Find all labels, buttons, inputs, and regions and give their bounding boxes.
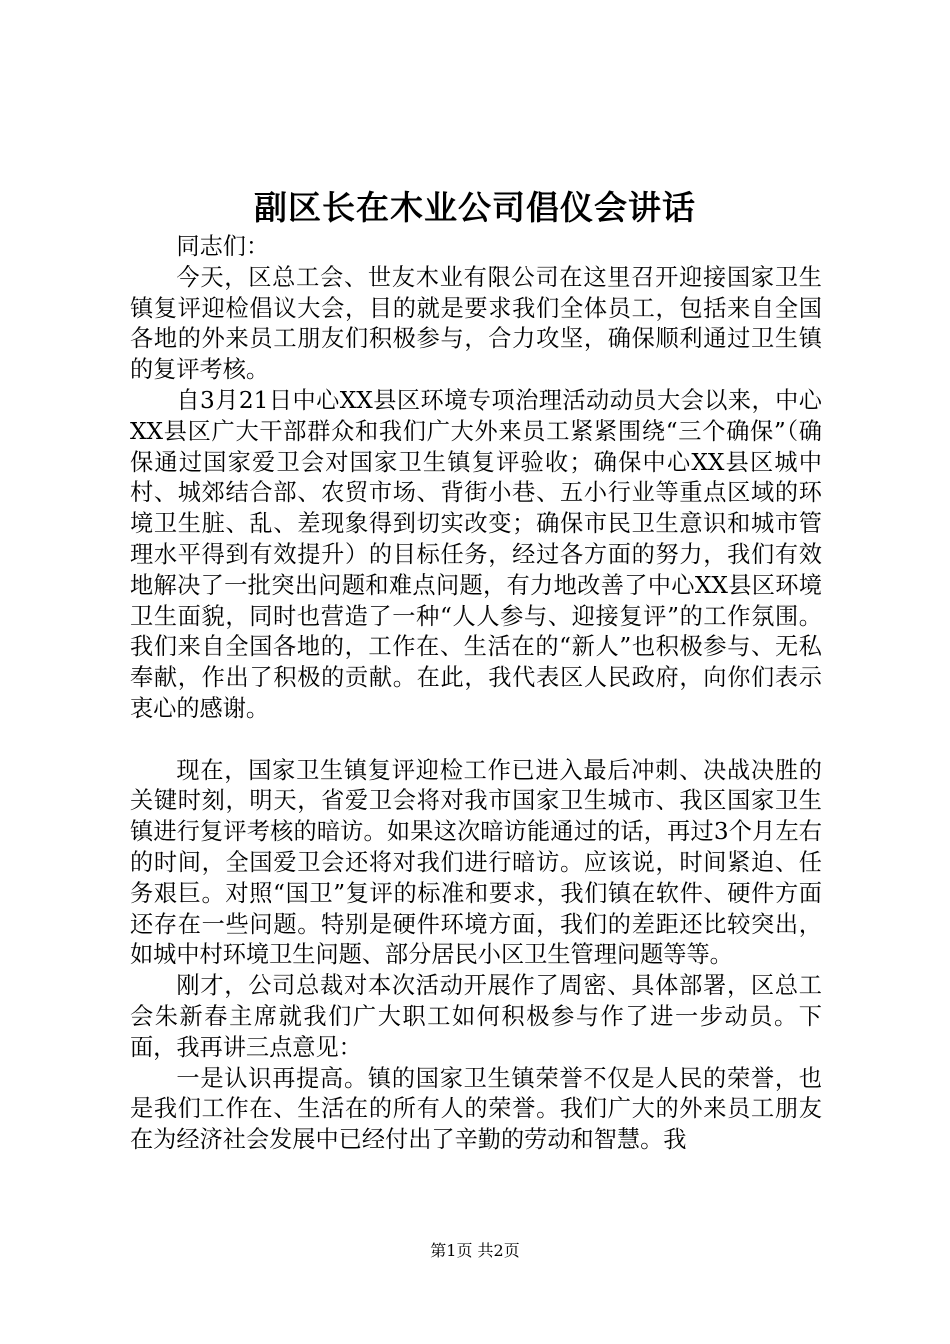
paragraph-3: 现在，国家卫生镇复评迎检工作已进入最后冲刺、决战决胜的关键时刻，明天，省爱卫会将对我市国家卫生城市、我区国家卫生镇进行复评考核的暗访。如果这次暗访能通过的话，再过3个月左右的时间，全国爱卫会还将对我们进行暗访。应该说，时间紧迫、任务艰巨。对照“国卫”复评的标准和要求，我们镇在软件、硬件方面还存在一些问题。特别是硬件环境方面，我们的差距还比较突出，如城中村环境卫生问题、部分居民小区卫生管理问题等等。 xyxy=(130,756,822,969)
document-body xyxy=(130,232,822,1156)
document-title: 副区长在木业公司倡仪会讲话 xyxy=(254,188,696,227)
page-number-footer: 第1页 共2页 xyxy=(430,1241,520,1260)
paragraph-4: 刚才，公司总裁对本次活动开展作了周密、具体部署，区总工会朱新春主席就我们广大职工如何积极参与作了进一步动员。下面，我再讲三点意见： xyxy=(130,972,822,1061)
paragraph-2: 自3月21日中心XX县区环境专项治理活动动员大会以来，中心XX县区广大干部群众和我们广大外来员工紧紧围绕“三个确保”（确保通过国家爱卫会对国家卫生镇复评验收；确保中心XX县区城中村、城郊结合部、农贸市场、背街小巷、五小行业等重点区域的环境卫生脏、乱、差现象得到切实改变；确保市民卫生意识和城市管理水平得到有效提升）的目标任务，经过各方面的努力，我们有效地解决了一批突出问题和难点问题，有力地改善了中心XX县区环境卫生面貌，同时也营造了一种“人人参与、迎接复评”的工作氛围。我们来自全国各地的，工作在、生活在的“新人”也积极参与、无私奉献，作出了积极的贡献。在此，我代表区人民政府，向你们表示衷心的感谢。 xyxy=(130,386,822,722)
paragraph-5: 一是认识再提高。镇的国家卫生镇荣誉不仅是人民的荣誉，也是我们工作在、生活在的所有人的荣誉。我们广大的外来员工朋友在为经济社会发展中已经付出了辛勤的劳动和智慧。我 xyxy=(130,1064,822,1154)
paragraph-1: 今天，区总工会、世友木业有限公司在这里召开迎接国家卫生镇复评迎检倡议大会，目的就是要求我们全体员工，包括来自全国各地的外来员工朋友们积极参与，合力攻坚，确保顺利通过卫生镇的复评考核。 xyxy=(130,263,822,384)
salutation: 同志们： xyxy=(176,233,270,260)
